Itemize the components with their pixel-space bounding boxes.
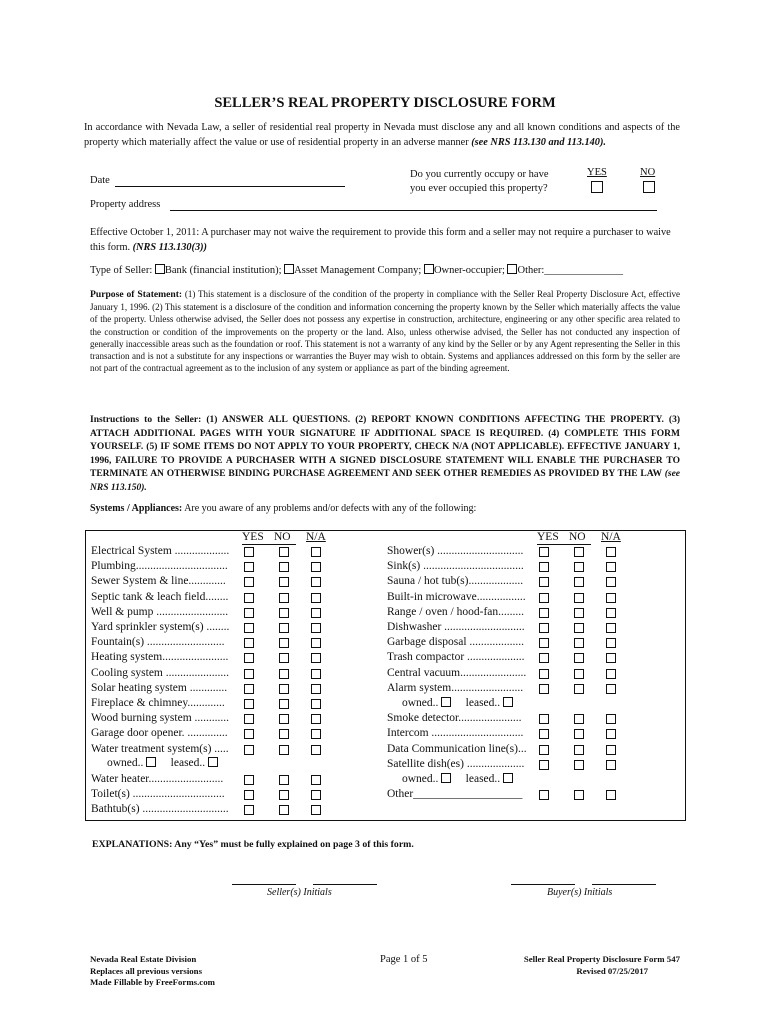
water-treatment-leased-checkbox[interactable]: [208, 757, 218, 767]
system-heating-system-na-checkbox[interactable]: [311, 653, 321, 663]
system-solar-heating-system-yes-checkbox[interactable]: [244, 684, 254, 694]
system-row-other: [387, 788, 620, 803]
system-label-bathtub-s: Bathtub(s) ..............................: [91, 803, 229, 816]
system-label-satellite-dish-es: Satellite dish(es) ....................: [387, 757, 525, 770]
seller-type-bank-checkbox[interactable]: [155, 264, 165, 274]
system-label-septic-tank-leach-field: Septic tank & leach field........: [91, 590, 229, 603]
system-alarm-system-na-checkbox[interactable]: [606, 684, 616, 694]
system-electrical-system-na-checkbox[interactable]: [311, 547, 321, 557]
system-row-sink-s: [387, 560, 620, 575]
instructions-citation: (see NRS 113.150).: [90, 469, 681, 493]
satellite-owned-checkbox[interactable]: [441, 773, 451, 783]
system-row-alarm-system: [387, 682, 620, 697]
system-cooling-system-no-checkbox[interactable]: [279, 669, 289, 679]
seller-type-bank-label: Bank (financial institution);: [164, 265, 282, 276]
satellite-leased-checkbox[interactable]: [503, 773, 513, 783]
system-row-water-treatment-system-s: [91, 743, 325, 758]
satellite-owned-label: owned..: [402, 773, 439, 785]
system-range-oven-hood-fan-yes-checkbox[interactable]: [539, 608, 549, 618]
page-title: SELLER’S REAL PROPERTY DISCLOSURE FORM: [214, 95, 556, 111]
system-shower-s-no-checkbox[interactable]: [574, 547, 584, 557]
system-satellite-dish-es-no-checkbox[interactable]: [574, 760, 584, 770]
alarm-leased-label: leased..: [465, 697, 501, 709]
system-garage-door-opener-no-checkbox[interactable]: [279, 729, 289, 739]
system-row-shower-s: [387, 545, 620, 560]
system-smoke-detector-no-checkbox[interactable]: [574, 714, 584, 724]
occupy-no-checkbox[interactable]: [643, 181, 655, 193]
water-treatment-owned-row: [107, 757, 218, 769]
system-septic-tank-leach-field-no-checkbox[interactable]: [279, 593, 289, 603]
system-dishwasher-yes-checkbox[interactable]: [539, 623, 549, 633]
system-trash-compactor-na-checkbox[interactable]: [606, 653, 616, 663]
system-sewer-system-line-na-checkbox[interactable]: [311, 577, 321, 587]
system-row-bathtub-s: [91, 803, 325, 818]
page-number: Page 1 of 5: [380, 954, 428, 965]
system-label-garage-door-opener: Garage door opener. ..............: [91, 727, 228, 740]
system-sewer-system-line-no-checkbox[interactable]: [279, 577, 289, 587]
system-row-water-heater: [91, 773, 325, 788]
left-col-yes-header: YES: [242, 531, 264, 543]
system-row-well-pump: [91, 606, 325, 621]
system-label-central-vacuum: Central vacuum.......................: [387, 666, 527, 679]
water-treatment-leased-label: leased..: [170, 757, 206, 769]
footer-revised: Revised 07/25/2017: [576, 965, 648, 976]
system-data-communication-line-s-yes-checkbox[interactable]: [539, 745, 549, 755]
system-label-fountain-s: Fountain(s) ...........................: [91, 636, 225, 649]
system-bathtub-s-no-checkbox[interactable]: [279, 805, 289, 815]
satellite-leased-label: leased..: [465, 773, 501, 785]
system-toilet-s-na-checkbox[interactable]: [311, 790, 321, 800]
systems-question: Are you aware of any problems and/or defects with any of the following:: [184, 503, 477, 514]
system-toilet-s-yes-checkbox[interactable]: [244, 790, 254, 800]
system-data-communication-line-s-no-checkbox[interactable]: [574, 745, 584, 755]
occupy-question: [410, 168, 549, 196]
system-fountain-s-na-checkbox[interactable]: [311, 638, 321, 648]
system-row-electrical-system: [91, 545, 325, 560]
water-treatment-owned-checkbox[interactable]: [146, 757, 156, 767]
occupy-no-label: NO: [640, 167, 656, 178]
system-satellite-dish-es-yes-checkbox[interactable]: [539, 760, 549, 770]
intro-text: In accordance with Nevada Law, a seller of residential real property in Nevada must disclose any and all known conditions and aspects of the property which materially affect the value or use of residential property in an adverse manner: [84, 122, 680, 148]
system-septic-tank-leach-field-na-checkbox[interactable]: [311, 593, 321, 603]
intro-citation: (see NRS 113.130 and 113.140).: [471, 137, 606, 148]
system-bathtub-s-na-checkbox[interactable]: [311, 805, 321, 815]
system-label-solar-heating-system: Solar heating system .............: [91, 681, 228, 694]
system-intercom-na-checkbox[interactable]: [606, 729, 616, 739]
system-built-in-microwave-na-checkbox[interactable]: [606, 593, 616, 603]
system-plumbing-na-checkbox[interactable]: [311, 562, 321, 572]
purpose-heading: Purpose of Statement:: [90, 289, 183, 300]
system-garage-door-opener-yes-checkbox[interactable]: [244, 729, 254, 739]
system-cooling-system-na-checkbox[interactable]: [311, 669, 321, 679]
system-row-septic-tank-leach-field: [91, 591, 325, 606]
system-shower-s-yes-checkbox[interactable]: [539, 547, 549, 557]
system-label-electrical-system: Electrical System ...................: [91, 545, 230, 557]
system-row-satellite-dish-es: [387, 758, 620, 773]
system-trash-compactor-yes-checkbox[interactable]: [539, 653, 549, 663]
system-row-cooling-system: [91, 667, 325, 682]
system-shower-s-na-checkbox[interactable]: [606, 547, 616, 557]
system-water-heater-na-checkbox[interactable]: [311, 775, 321, 785]
system-sewer-system-line-yes-checkbox[interactable]: [244, 577, 254, 587]
system-row-toilet-s: [91, 788, 325, 803]
system-label-data-communication-line-s: Data Communication line(s)...: [387, 742, 527, 755]
system-smoke-detector-yes-checkbox[interactable]: [539, 714, 549, 724]
system-heating-system-no-checkbox[interactable]: [279, 653, 289, 663]
system-row-heating-system: [91, 651, 325, 666]
buyer-initials-field-2[interactable]: [592, 884, 656, 885]
system-row-smoke-detector: [387, 712, 620, 727]
property-address-label: Property address: [90, 199, 161, 210]
system-fireplace-chimney-no-checkbox[interactable]: [279, 699, 289, 709]
system-label-cooling-system: Cooling system ......................: [91, 666, 230, 679]
system-sink-s-no-checkbox[interactable]: [574, 562, 584, 572]
system-plumbing-yes-checkbox[interactable]: [244, 562, 254, 572]
footer-made-fillable: Made Fillable by FreeForms.com: [90, 977, 215, 987]
system-septic-tank-leach-field-yes-checkbox[interactable]: [244, 593, 254, 603]
system-label-yard-sprinkler-system-s: Yard sprinkler system(s) ........: [91, 621, 230, 633]
system-fireplace-chimney-na-checkbox[interactable]: [311, 699, 321, 709]
system-range-oven-hood-fan-na-checkbox[interactable]: [606, 608, 616, 618]
system-water-treatment-system-s-na-checkbox[interactable]: [311, 745, 321, 755]
system-label-trash-compactor: Trash compactor ....................: [387, 651, 525, 664]
system-label-plumbing: Plumbing................................: [91, 560, 228, 573]
system-wood-burning-system-yes-checkbox[interactable]: [244, 714, 254, 724]
system-water-heater-no-checkbox[interactable]: [279, 775, 289, 785]
system-row-garbage-disposal: [387, 636, 620, 651]
instructions-paragraph: [90, 414, 680, 496]
system-label-toilet-s: Toilet(s) ................................: [91, 788, 225, 801]
systems-heading-row: [90, 503, 476, 514]
intro-paragraph: [84, 120, 680, 150]
system-label-intercom: Intercom ................................: [387, 727, 524, 740]
right-col-na-header: N/A: [601, 531, 621, 543]
system-data-communication-line-s-na-checkbox[interactable]: [606, 745, 616, 755]
system-row-intercom: [387, 727, 620, 742]
system-row-garage-door-opener: [91, 727, 325, 742]
system-bathtub-s-yes-checkbox[interactable]: [244, 805, 254, 815]
system-label-other: Other___________________: [387, 788, 523, 801]
system-row-built-in-microwave: [387, 591, 620, 606]
purpose-paragraph: [90, 288, 680, 374]
system-alarm-system-yes-checkbox[interactable]: [539, 684, 549, 694]
alarm-owned-checkbox[interactable]: [441, 697, 451, 707]
system-label-alarm-system: Alarm system.........................: [387, 681, 524, 694]
system-row-sauna-hot-tub-s: [387, 575, 620, 590]
alarm-owned-row: [402, 697, 513, 709]
system-row-central-vacuum: [387, 667, 620, 682]
right-col-no-header: NO: [569, 531, 586, 543]
system-solar-heating-system-no-checkbox[interactable]: [279, 684, 289, 694]
purpose-text: (1) This statement is a disclosure of the condition of the property in compliance with the Seller Real Property Disclosure Act, effective January 1, 1996. (2) This statement is a disclosure of the condition and information concerning the property known by the Seller which materially affects the value of the property. Unless otherwise advised, the Seller does not possess any expertise in construction, architecture, engineering or any other specific area related to the construction or condition of the improvements on the property or the land. Also, unless otherwise advised, the Seller has not conducted any inspection of generally inaccessible areas such as the foundation or roof. This statement is not a warranty of any kind by the Seller or by any Agent representing the Seller in this transaction and is not a substitute for any inspections or warranties the Buyer may wish to obtain. Systems and appliances addressed on this form by the seller are not part of the contractual agreement as to the inclusion of any system or appliance as part of the binding agreement.: [90, 289, 681, 374]
system-row-yard-sprinkler-system-s: [91, 621, 325, 636]
system-solar-heating-system-na-checkbox[interactable]: [311, 684, 321, 694]
system-label-sewer-system-line: Sewer System & line.............: [91, 575, 226, 588]
system-label-sauna-hot-tub-s: Sauna / hot tub(s)...................: [387, 575, 524, 588]
seller-type-owner-checkbox[interactable]: [424, 264, 434, 274]
system-label-dishwasher: Dishwasher ............................: [387, 621, 525, 633]
system-garbage-disposal-no-checkbox[interactable]: [574, 638, 584, 648]
system-alarm-system-no-checkbox[interactable]: [574, 684, 584, 694]
left-col-no-header: NO: [274, 531, 291, 543]
system-label-heating-system: Heating system.......................: [91, 651, 229, 664]
seller-type-amc-label: Asset Management Company;: [294, 265, 422, 276]
footer-right: [470, 954, 680, 977]
system-trash-compactor-no-checkbox[interactable]: [574, 653, 584, 663]
seller-initials-field-2[interactable]: [313, 884, 377, 885]
seller-type-other-checkbox[interactable]: [507, 264, 517, 274]
system-built-in-microwave-no-checkbox[interactable]: [574, 593, 584, 603]
system-toilet-s-no-checkbox[interactable]: [279, 790, 289, 800]
seller-type-other-label: Other:_______________: [517, 265, 624, 276]
system-row-trash-compactor: [387, 651, 620, 666]
system-row-fountain-s: [91, 636, 325, 651]
system-sauna-hot-tub-s-yes-checkbox[interactable]: [539, 577, 549, 587]
occupy-yes-label: YES: [587, 167, 607, 178]
system-central-vacuum-yes-checkbox[interactable]: [539, 669, 549, 679]
effective-citation: (NRS 113.130(3)): [132, 242, 207, 253]
system-electrical-system-yes-checkbox[interactable]: [244, 547, 254, 557]
system-label-wood-burning-system: Wood burning system ............: [91, 712, 230, 725]
system-intercom-no-checkbox[interactable]: [574, 729, 584, 739]
system-other-yes-checkbox[interactable]: [539, 790, 549, 800]
alarm-leased-checkbox[interactable]: [503, 697, 513, 707]
seller-type-amc-checkbox[interactable]: [284, 264, 294, 274]
system-row-sewer-system-line: [91, 575, 325, 590]
explanations-note: EXPLANATIONS: Any “Yes” must be fully explained on page 3 of this form.: [92, 839, 414, 850]
system-other-no-checkbox[interactable]: [574, 790, 584, 800]
water-treatment-owned-label: owned..: [107, 757, 144, 769]
system-water-treatment-system-s-yes-checkbox[interactable]: [244, 745, 254, 755]
system-cooling-system-yes-checkbox[interactable]: [244, 669, 254, 679]
seller-initials-label: Seller(s) Initials: [267, 887, 332, 898]
system-row-wood-burning-system: [91, 712, 325, 727]
system-label-built-in-microwave: Built-in microwave.................: [387, 590, 526, 603]
system-row-range-oven-hood-fan: [387, 606, 620, 621]
system-wood-burning-system-na-checkbox[interactable]: [311, 714, 321, 724]
system-central-vacuum-no-checkbox[interactable]: [574, 669, 584, 679]
system-label-water-heater: Water heater..........................: [91, 773, 224, 785]
system-electrical-system-no-checkbox[interactable]: [279, 547, 289, 557]
footer-replaces: Replaces all previous versions: [90, 965, 202, 976]
seller-type-row: [90, 264, 623, 276]
system-dishwasher-na-checkbox[interactable]: [606, 623, 616, 633]
property-address-field[interactable]: [170, 210, 657, 211]
left-col-na-header: N/A: [306, 531, 326, 543]
system-sink-s-na-checkbox[interactable]: [606, 562, 616, 572]
system-garbage-disposal-yes-checkbox[interactable]: [539, 638, 549, 648]
system-water-heater-yes-checkbox[interactable]: [244, 775, 254, 785]
right-col-yes-header: YES: [537, 531, 559, 543]
system-sauna-hot-tub-s-no-checkbox[interactable]: [574, 577, 584, 587]
system-label-shower-s: Shower(s) ..............................: [387, 545, 524, 557]
system-built-in-microwave-yes-checkbox[interactable]: [539, 593, 549, 603]
system-garage-door-opener-na-checkbox[interactable]: [311, 729, 321, 739]
system-label-garbage-disposal: Garbage disposal ...................: [387, 636, 525, 649]
system-other-na-checkbox[interactable]: [606, 790, 616, 800]
seller-type-label: Type of Seller:: [90, 265, 153, 276]
system-fountain-s-no-checkbox[interactable]: [279, 638, 289, 648]
date-field[interactable]: [115, 186, 345, 187]
occupy-question-line2: you ever occupied this property?: [410, 183, 548, 194]
seller-initials-field-1[interactable]: [232, 884, 296, 885]
system-fireplace-chimney-yes-checkbox[interactable]: [244, 699, 254, 709]
buyer-initials-label: Buyer(s) Initials: [547, 887, 613, 898]
occupy-yes-checkbox[interactable]: [591, 181, 603, 193]
system-well-pump-yes-checkbox[interactable]: [244, 608, 254, 618]
system-well-pump-no-checkbox[interactable]: [279, 608, 289, 618]
system-well-pump-na-checkbox[interactable]: [311, 608, 321, 618]
alarm-owned-label: owned..: [402, 697, 439, 709]
system-central-vacuum-na-checkbox[interactable]: [606, 669, 616, 679]
system-row-solar-heating-system: [91, 682, 325, 697]
system-label-range-oven-hood-fan: Range / oven / hood-fan.........: [387, 605, 525, 618]
systems-heading: Systems / Appliances:: [90, 503, 183, 514]
system-yard-sprinkler-system-s-na-checkbox[interactable]: [311, 623, 321, 633]
system-water-treatment-system-s-no-checkbox[interactable]: [279, 745, 289, 755]
date-label: Date: [90, 175, 110, 186]
system-dishwasher-no-checkbox[interactable]: [574, 623, 584, 633]
system-label-well-pump: Well & pump .........................: [91, 605, 229, 618]
system-label-smoke-detector: Smoke detector......................: [387, 712, 522, 725]
system-row-dishwasher: [387, 621, 620, 636]
system-range-oven-hood-fan-no-checkbox[interactable]: [574, 608, 584, 618]
system-plumbing-no-checkbox[interactable]: [279, 562, 289, 572]
system-wood-burning-system-no-checkbox[interactable]: [279, 714, 289, 724]
system-smoke-detector-na-checkbox[interactable]: [606, 714, 616, 724]
footer-left: [90, 954, 215, 989]
satellite-owned-row: [402, 773, 513, 785]
system-intercom-yes-checkbox[interactable]: [539, 729, 549, 739]
system-row-plumbing: [91, 560, 325, 575]
system-satellite-dish-es-na-checkbox[interactable]: [606, 760, 616, 770]
system-label-sink-s: Sink(s) ...................................: [387, 560, 524, 573]
system-yard-sprinkler-system-s-no-checkbox[interactable]: [279, 623, 289, 633]
system-sink-s-yes-checkbox[interactable]: [539, 562, 549, 572]
system-label-water-treatment-system-s: Water treatment system(s) .....: [91, 742, 229, 755]
effective-text: Effective October 1, 2011: A purchaser may not waive the requirement to provide this form and a seller may not require a purchaser to waive this form.: [90, 227, 671, 253]
effective-paragraph: [90, 225, 675, 255]
seller-type-owner-label: Owner-occupier;: [433, 265, 505, 276]
system-row-fireplace-chimney: [91, 697, 325, 712]
system-fountain-s-yes-checkbox[interactable]: [244, 638, 254, 648]
occupy-question-line1: Do you currently occupy or have: [410, 169, 549, 180]
system-label-fireplace-chimney: Fireplace & chimney.............: [91, 697, 225, 709]
system-sauna-hot-tub-s-na-checkbox[interactable]: [606, 577, 616, 587]
footer-division: Nevada Real Estate Division: [90, 954, 197, 964]
buyer-initials-field-1[interactable]: [511, 884, 575, 885]
footer-form-number: Seller Real Property Disclosure Form 547: [523, 954, 680, 964]
system-heating-system-yes-checkbox[interactable]: [244, 653, 254, 663]
system-yard-sprinkler-system-s-yes-checkbox[interactable]: [244, 623, 254, 633]
instructions-text: Instructions to the Seller: (1) ANSWER ALL QUESTIONS. (2) REPORT KNOWN CONDITIONS AFFECTING THE PROPERTY. (3) ATTACH ADDITIONAL PAGES WITH YOUR SIGNATURE IF ADDITIONAL SPACE IS REQUIRED. (4) COMPLETE THIS FORM YOURSELF. (5) IF SOME ITEMS DO NOT APPLY TO YOUR PROPERTY, CHECK N/A (NOT APPLICABLE). EFFECTIVE JANUARY 1, 1996, FAILURE TO PROVIDE A PURCHASER WITH A SIGNED DISCLOSURE STATEMENT WILL ENABLE THE PURCHASER TO TERMINATE AN OTHERWISE BINDING PURCHASE AGREEMENT AND SEEK OTHER REMEDIES AS PROVIDED BY THE LAW: [90, 415, 680, 480]
system-garbage-disposal-na-checkbox[interactable]: [606, 638, 616, 648]
system-row-data-communication-line-s: [387, 743, 620, 758]
